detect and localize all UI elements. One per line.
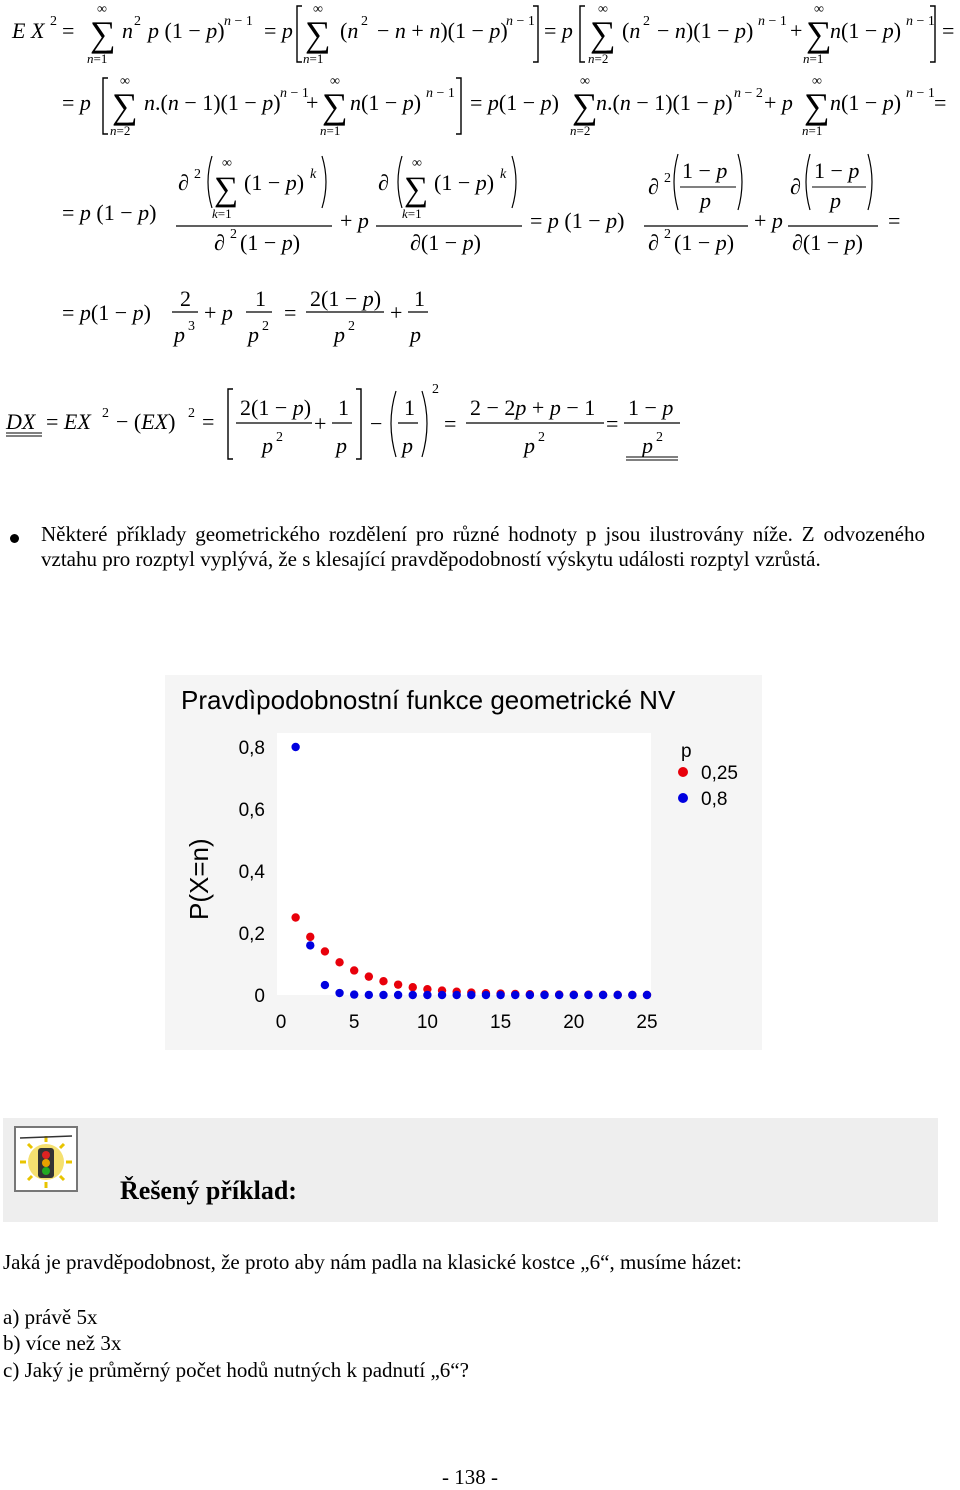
svg-text:2(1 − p): 2(1 − p) bbox=[240, 395, 312, 420]
svg-text:=: = bbox=[444, 411, 457, 436]
svg-text:1: 1 bbox=[414, 286, 425, 311]
data-point-series-1 bbox=[584, 991, 592, 999]
data-point-series-0 bbox=[291, 913, 299, 921]
svg-text:k: k bbox=[500, 167, 507, 182]
svg-text:− (EX): − (EX) bbox=[116, 409, 176, 434]
svg-text:=: = bbox=[606, 411, 619, 436]
svg-text:−: − bbox=[370, 411, 383, 436]
x-tick-label: 5 bbox=[348, 1012, 360, 1033]
svg-text:∂: ∂ bbox=[648, 230, 659, 255]
svg-text:=: = bbox=[284, 300, 297, 325]
svg-text:1 − p: 1 − p bbox=[628, 395, 674, 420]
svg-text:n(1 − p): n(1 − p) bbox=[830, 90, 902, 115]
chart-container bbox=[165, 675, 762, 1050]
svg-text:p: p bbox=[262, 433, 273, 458]
chart-svg bbox=[165, 675, 762, 1050]
svg-text:+: + bbox=[790, 18, 803, 43]
svg-text:+: + bbox=[306, 90, 319, 115]
svg-text:n=2: n=2 bbox=[588, 51, 609, 66]
svg-text:∑: ∑ bbox=[112, 86, 138, 126]
y-axis-label: P(X=n) bbox=[184, 838, 214, 920]
svg-text:p: p bbox=[700, 188, 711, 213]
svg-text:∞: ∞ bbox=[412, 156, 422, 171]
svg-text:− n)(1 − p): − n)(1 − p) bbox=[657, 18, 754, 43]
data-point-series-1 bbox=[555, 991, 563, 999]
svg-text:∂: ∂ bbox=[648, 174, 659, 199]
data-point-series-1 bbox=[379, 991, 387, 999]
svg-text:2 − 2p + p − 1: 2 − 2p + p − 1 bbox=[470, 395, 596, 420]
legend-marker bbox=[678, 767, 688, 777]
svg-text:2: 2 bbox=[538, 430, 545, 445]
svg-text:n − 1: n − 1 bbox=[224, 14, 253, 29]
svg-text:=: = bbox=[934, 90, 947, 115]
svg-text:1: 1 bbox=[255, 286, 266, 311]
chart-title: Pravdìpodobnostní funkce geometrické NV bbox=[181, 685, 676, 715]
equation-line-4 bbox=[0, 280, 960, 355]
solved-example-banner bbox=[3, 1118, 938, 1222]
data-point-series-1 bbox=[335, 989, 343, 997]
y-tick-label: 0 bbox=[254, 986, 265, 1007]
data-point-series-1 bbox=[467, 991, 475, 999]
svg-text:2: 2 bbox=[194, 167, 201, 182]
svg-text:2: 2 bbox=[361, 14, 368, 29]
svg-text:2: 2 bbox=[643, 14, 650, 29]
svg-text:+: + bbox=[390, 300, 403, 325]
solved-example-title: Řešený příklad: bbox=[120, 1176, 297, 1205]
svg-text:n.(n − 1)(1 − p): n.(n − 1)(1 − p) bbox=[144, 90, 281, 115]
svg-text:∑: ∑ bbox=[572, 86, 598, 126]
data-point-series-1 bbox=[423, 991, 431, 999]
equation-line-2 bbox=[0, 70, 960, 142]
svg-text:=: = bbox=[942, 18, 955, 43]
svg-text:p: p bbox=[642, 433, 653, 458]
svg-text:n − 1: n − 1 bbox=[506, 14, 535, 29]
data-point-series-1 bbox=[570, 991, 578, 999]
y-tick-label: 0,2 bbox=[238, 924, 265, 945]
svg-text:1 − p: 1 − p bbox=[682, 158, 728, 183]
svg-text:(n: (n bbox=[340, 18, 359, 43]
svg-text:(1 − p): (1 − p) bbox=[434, 170, 495, 195]
y-tick-label: 0,8 bbox=[238, 738, 265, 759]
svg-text:2: 2 bbox=[134, 14, 141, 29]
equation-line-5 bbox=[0, 375, 960, 470]
svg-text:∑: ∑ bbox=[305, 14, 331, 54]
svg-text:+ p: + p bbox=[754, 208, 783, 233]
svg-text:p: p bbox=[334, 322, 345, 347]
svg-text:=: = bbox=[888, 208, 901, 233]
svg-text:2: 2 bbox=[50, 14, 57, 29]
svg-text:n(1 − p): n(1 − p) bbox=[830, 18, 902, 43]
description-paragraph: Některé příklady geometrického rozdělení pro různé hodnoty p jsou ilustrovány níže. Z odvozeného vztahu pro rozptyl vyplývá, že s klesající pravděpodobností výskytu události rozptyl vzrůstá. bbox=[41, 522, 925, 571]
data-point-series-1 bbox=[350, 990, 358, 998]
data-point-series-0 bbox=[379, 977, 387, 985]
data-point-series-1 bbox=[452, 991, 460, 999]
svg-text:n.(n − 1)(1 − p): n.(n − 1)(1 − p) bbox=[596, 90, 733, 115]
svg-text:∑: ∑ bbox=[804, 86, 830, 126]
data-point-series-1 bbox=[291, 743, 299, 751]
equation-line-3 bbox=[0, 142, 960, 260]
svg-text:∂: ∂ bbox=[790, 174, 801, 199]
data-point-series-0 bbox=[350, 966, 358, 974]
svg-text:∂(1 − p): ∂(1 − p) bbox=[792, 230, 863, 255]
svg-text:2: 2 bbox=[664, 171, 671, 186]
data-point-series-1 bbox=[496, 991, 504, 999]
legend-label: 0,25 bbox=[701, 763, 738, 784]
svg-text:n=1: n=1 bbox=[303, 51, 324, 66]
x-tick-label: 0 bbox=[275, 1012, 287, 1033]
equation-line-1 bbox=[0, 0, 960, 70]
svg-text:p: p bbox=[830, 188, 841, 213]
svg-text:2: 2 bbox=[230, 227, 237, 242]
data-point-series-1 bbox=[321, 981, 329, 989]
svg-text:2: 2 bbox=[262, 319, 269, 334]
svg-text:∑: ∑ bbox=[590, 14, 616, 54]
svg-text:=: = bbox=[202, 409, 215, 434]
data-point-series-0 bbox=[321, 947, 329, 955]
svg-text:2: 2 bbox=[188, 406, 195, 421]
svg-text:p: p bbox=[336, 433, 347, 458]
y-tick-label: 0,4 bbox=[238, 862, 265, 883]
svg-text:2: 2 bbox=[102, 406, 109, 421]
svg-text:p (1 − p): p (1 − p) bbox=[148, 18, 225, 43]
data-point-series-1 bbox=[409, 991, 417, 999]
svg-text:(1 − p): (1 − p) bbox=[240, 230, 301, 255]
svg-text:3: 3 bbox=[188, 319, 195, 334]
example-item-a: a) právě 5x bbox=[3, 1305, 98, 1329]
example-item-b: b) více než 3x bbox=[3, 1331, 122, 1355]
svg-text:∞: ∞ bbox=[812, 74, 822, 89]
svg-text:n − 1: n − 1 bbox=[906, 86, 935, 101]
svg-text:n=1: n=1 bbox=[87, 51, 108, 66]
svg-text:E X: E X bbox=[12, 18, 45, 43]
svg-text:n − 1: n − 1 bbox=[758, 14, 787, 29]
svg-text:n=1: n=1 bbox=[320, 123, 341, 138]
svg-text:(n: (n bbox=[622, 18, 641, 43]
svg-text:k=1: k=1 bbox=[402, 206, 422, 221]
y-tick-label: 0,6 bbox=[238, 800, 265, 821]
svg-text:p: p bbox=[402, 433, 413, 458]
svg-text:p: p bbox=[524, 433, 535, 458]
svg-text:∑: ∑ bbox=[214, 171, 239, 208]
svg-text:k=1: k=1 bbox=[212, 206, 232, 221]
data-point-series-1 bbox=[526, 991, 534, 999]
svg-text:2: 2 bbox=[656, 430, 663, 445]
svg-text:=: = bbox=[62, 18, 75, 43]
data-point-series-0 bbox=[335, 958, 343, 966]
x-tick-label: 10 bbox=[416, 1012, 438, 1033]
svg-text:= p: = p bbox=[62, 90, 91, 115]
svg-text:= p: = p bbox=[544, 18, 573, 43]
svg-text:+ p: + p bbox=[764, 90, 793, 115]
bullet-icon bbox=[10, 534, 19, 543]
legend-marker bbox=[678, 793, 688, 803]
svg-text:p: p bbox=[174, 322, 185, 347]
svg-text:∂: ∂ bbox=[378, 170, 389, 195]
svg-text:n: n bbox=[122, 18, 133, 43]
svg-text:2(1 − p): 2(1 − p) bbox=[310, 286, 382, 311]
svg-text:k: k bbox=[310, 167, 317, 182]
svg-text:n − 1: n − 1 bbox=[280, 86, 309, 101]
svg-text:+ p: + p bbox=[204, 300, 233, 325]
svg-text:n(1 − p): n(1 − p) bbox=[350, 90, 422, 115]
data-point-series-0 bbox=[409, 983, 417, 991]
svg-text:(1 − p): (1 − p) bbox=[244, 170, 305, 195]
traffic-light-icon bbox=[14, 1126, 78, 1192]
svg-text:∞: ∞ bbox=[222, 156, 232, 171]
svg-text:− n + n)(1 − p): − n + n)(1 − p) bbox=[377, 18, 508, 43]
svg-text:∑: ∑ bbox=[806, 14, 832, 54]
data-point-series-0 bbox=[365, 972, 373, 980]
svg-text:n=2: n=2 bbox=[570, 123, 591, 138]
page-number: - 138 - bbox=[442, 1465, 498, 1489]
data-point-series-1 bbox=[614, 991, 622, 999]
svg-text:DX: DX bbox=[6, 409, 36, 434]
example-question: Jaká je pravděpodobnost, že proto aby nám padla na klasické kostce „6“, musíme házet: bbox=[3, 1250, 742, 1274]
svg-text:n=2: n=2 bbox=[110, 123, 131, 138]
data-point-series-1 bbox=[628, 991, 636, 999]
data-point-series-1 bbox=[540, 991, 548, 999]
legend-label: 0,8 bbox=[701, 789, 728, 810]
svg-text:∂: ∂ bbox=[178, 170, 189, 195]
svg-text:2: 2 bbox=[276, 430, 283, 445]
svg-text:∞: ∞ bbox=[97, 2, 107, 17]
svg-text:= p (1 − p): = p (1 − p) bbox=[530, 208, 625, 233]
svg-text:= p (1 − p): = p (1 − p) bbox=[62, 200, 157, 225]
svg-text:2: 2 bbox=[432, 382, 439, 397]
data-point-series-1 bbox=[511, 991, 519, 999]
svg-text:∑: ∑ bbox=[404, 171, 429, 208]
svg-text:(1 − p): (1 − p) bbox=[674, 230, 735, 255]
data-point-series-1 bbox=[482, 991, 490, 999]
svg-text:n − 2: n − 2 bbox=[734, 86, 763, 101]
svg-text:2: 2 bbox=[664, 227, 671, 242]
svg-text:1 − p: 1 − p bbox=[814, 158, 860, 183]
svg-text:n=1: n=1 bbox=[803, 51, 824, 66]
data-point-series-0 bbox=[394, 980, 402, 988]
svg-text:p: p bbox=[248, 322, 259, 347]
x-tick-label: 25 bbox=[636, 1012, 658, 1033]
x-tick-label: 20 bbox=[563, 1012, 585, 1033]
svg-text:1: 1 bbox=[338, 395, 349, 420]
data-point-series-0 bbox=[306, 933, 314, 941]
svg-text:1: 1 bbox=[404, 395, 415, 420]
svg-text:+ p: + p bbox=[340, 208, 369, 233]
svg-text:∞: ∞ bbox=[598, 2, 608, 17]
x-tick-label: 15 bbox=[490, 1012, 512, 1033]
plot-area bbox=[277, 733, 651, 995]
data-point-series-1 bbox=[365, 991, 373, 999]
data-point-series-1 bbox=[438, 991, 446, 999]
svg-text:p: p bbox=[410, 322, 421, 347]
svg-text:n=1: n=1 bbox=[802, 123, 823, 138]
example-item-c: c) Jaký je průměrný počet hodů nutných k padnutí „6“? bbox=[3, 1358, 469, 1382]
svg-text:n − 1: n − 1 bbox=[426, 86, 455, 101]
svg-text:∑: ∑ bbox=[322, 86, 348, 126]
svg-text:∞: ∞ bbox=[313, 2, 323, 17]
legend-title: p bbox=[681, 741, 692, 762]
svg-text:+: + bbox=[314, 411, 327, 436]
data-point-series-1 bbox=[643, 991, 651, 999]
svg-text:2: 2 bbox=[180, 286, 191, 311]
svg-text:∞: ∞ bbox=[330, 74, 340, 89]
data-point-series-1 bbox=[599, 991, 607, 999]
svg-text:∑: ∑ bbox=[90, 14, 116, 54]
data-point-series-1 bbox=[394, 991, 402, 999]
svg-text:∂: ∂ bbox=[214, 230, 225, 255]
svg-text:∞: ∞ bbox=[120, 74, 130, 89]
svg-text:= p(1 − p): = p(1 − p) bbox=[470, 90, 559, 115]
data-point-series-1 bbox=[306, 941, 314, 949]
svg-text:= p(1 − p): = p(1 − p) bbox=[62, 300, 151, 325]
svg-text:= p: = p bbox=[264, 18, 293, 43]
svg-text:∂(1 − p): ∂(1 − p) bbox=[410, 230, 481, 255]
svg-text:∞: ∞ bbox=[580, 74, 590, 89]
svg-text:2: 2 bbox=[348, 319, 355, 334]
svg-text:n − 1: n − 1 bbox=[906, 14, 935, 29]
svg-text:∞: ∞ bbox=[814, 2, 824, 17]
svg-text:= EX: = EX bbox=[46, 409, 91, 434]
